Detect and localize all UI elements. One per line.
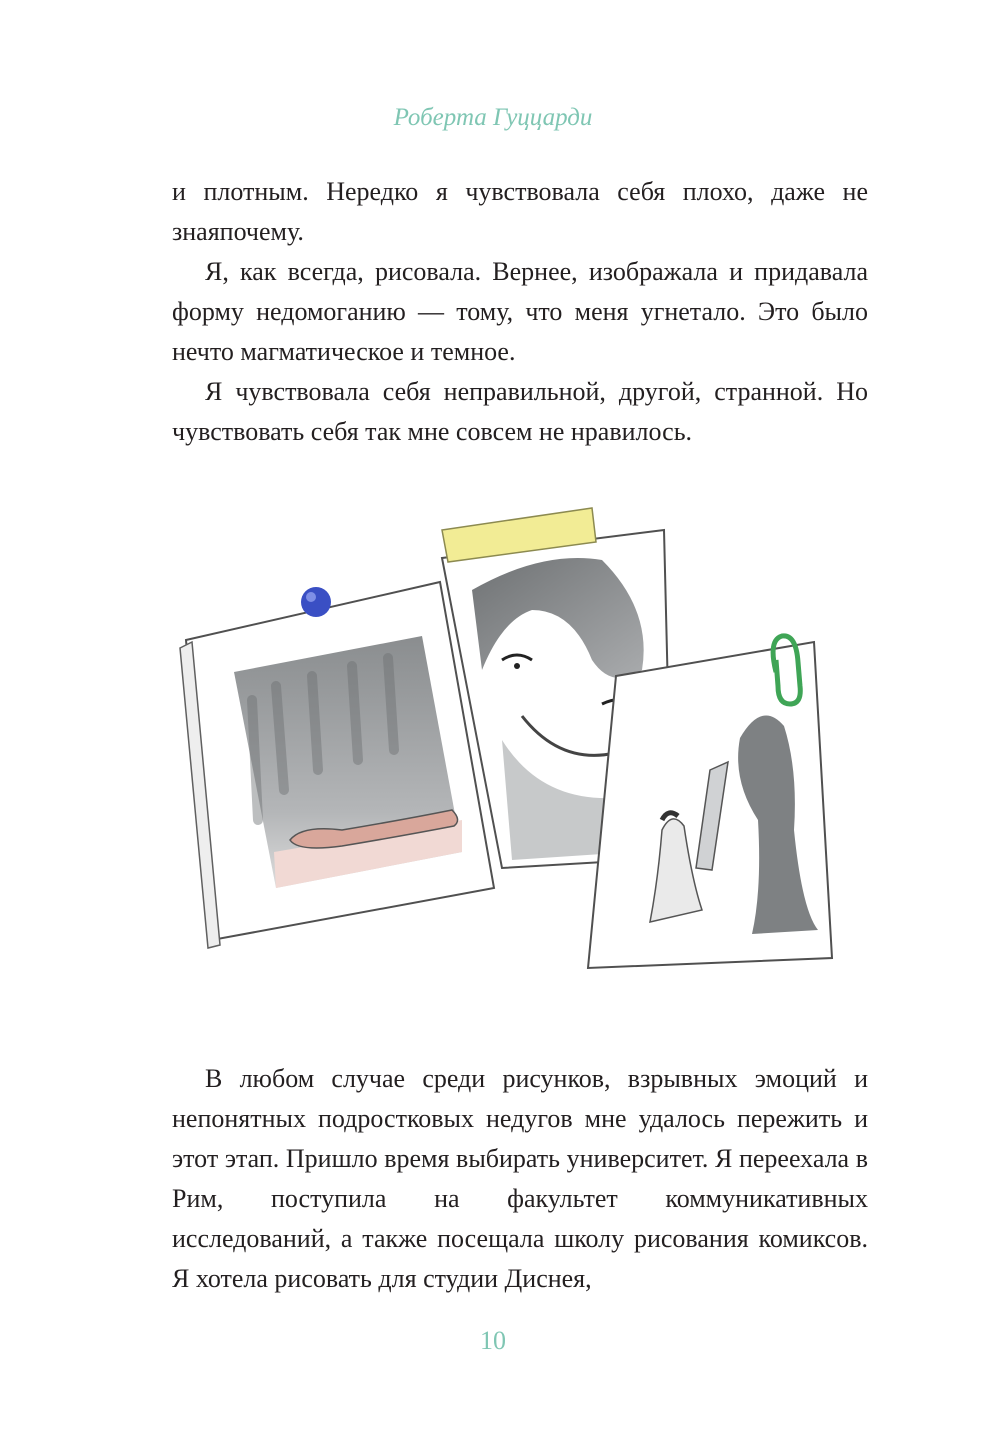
body-text-bottom xyxy=(172,1059,868,1299)
running-head-title: Роберта Гуццарди xyxy=(393,104,593,131)
paragraph: Я, как всегда, рисовала. Вернее, изображала и придавала форму недомоганию — тому, что меня угнетало. Это было нечто магматическое и темное. xyxy=(172,257,868,366)
paragraph: Я чувствовала себя неправильной, другой, странной. Но чувствовать себя так мне совсем не нравилось. xyxy=(172,377,868,446)
body-text-top xyxy=(172,172,868,452)
sketches-illustration xyxy=(172,490,872,1000)
right-sketch-card xyxy=(588,642,832,968)
paragraph: В любом случае среди рисунков, взрывных эмоций и непонятных подростковых недугов мне удалось пережить и этот этап. Пришло время выбирать университет. Я переехала в Рим, поступила на факультет коммуникативных исследований, а также посещала школу рисования комиксов. Я хотела рисовать для студии Диснея, xyxy=(172,1064,868,1293)
paragraph: и плотным. Нередко я чувствовала себя плохо, даже не знаяпочему. xyxy=(172,177,868,246)
left-sketch-card xyxy=(180,582,494,948)
blue-pushpin-icon xyxy=(301,587,331,617)
page-number: 10 xyxy=(480,1326,506,1355)
